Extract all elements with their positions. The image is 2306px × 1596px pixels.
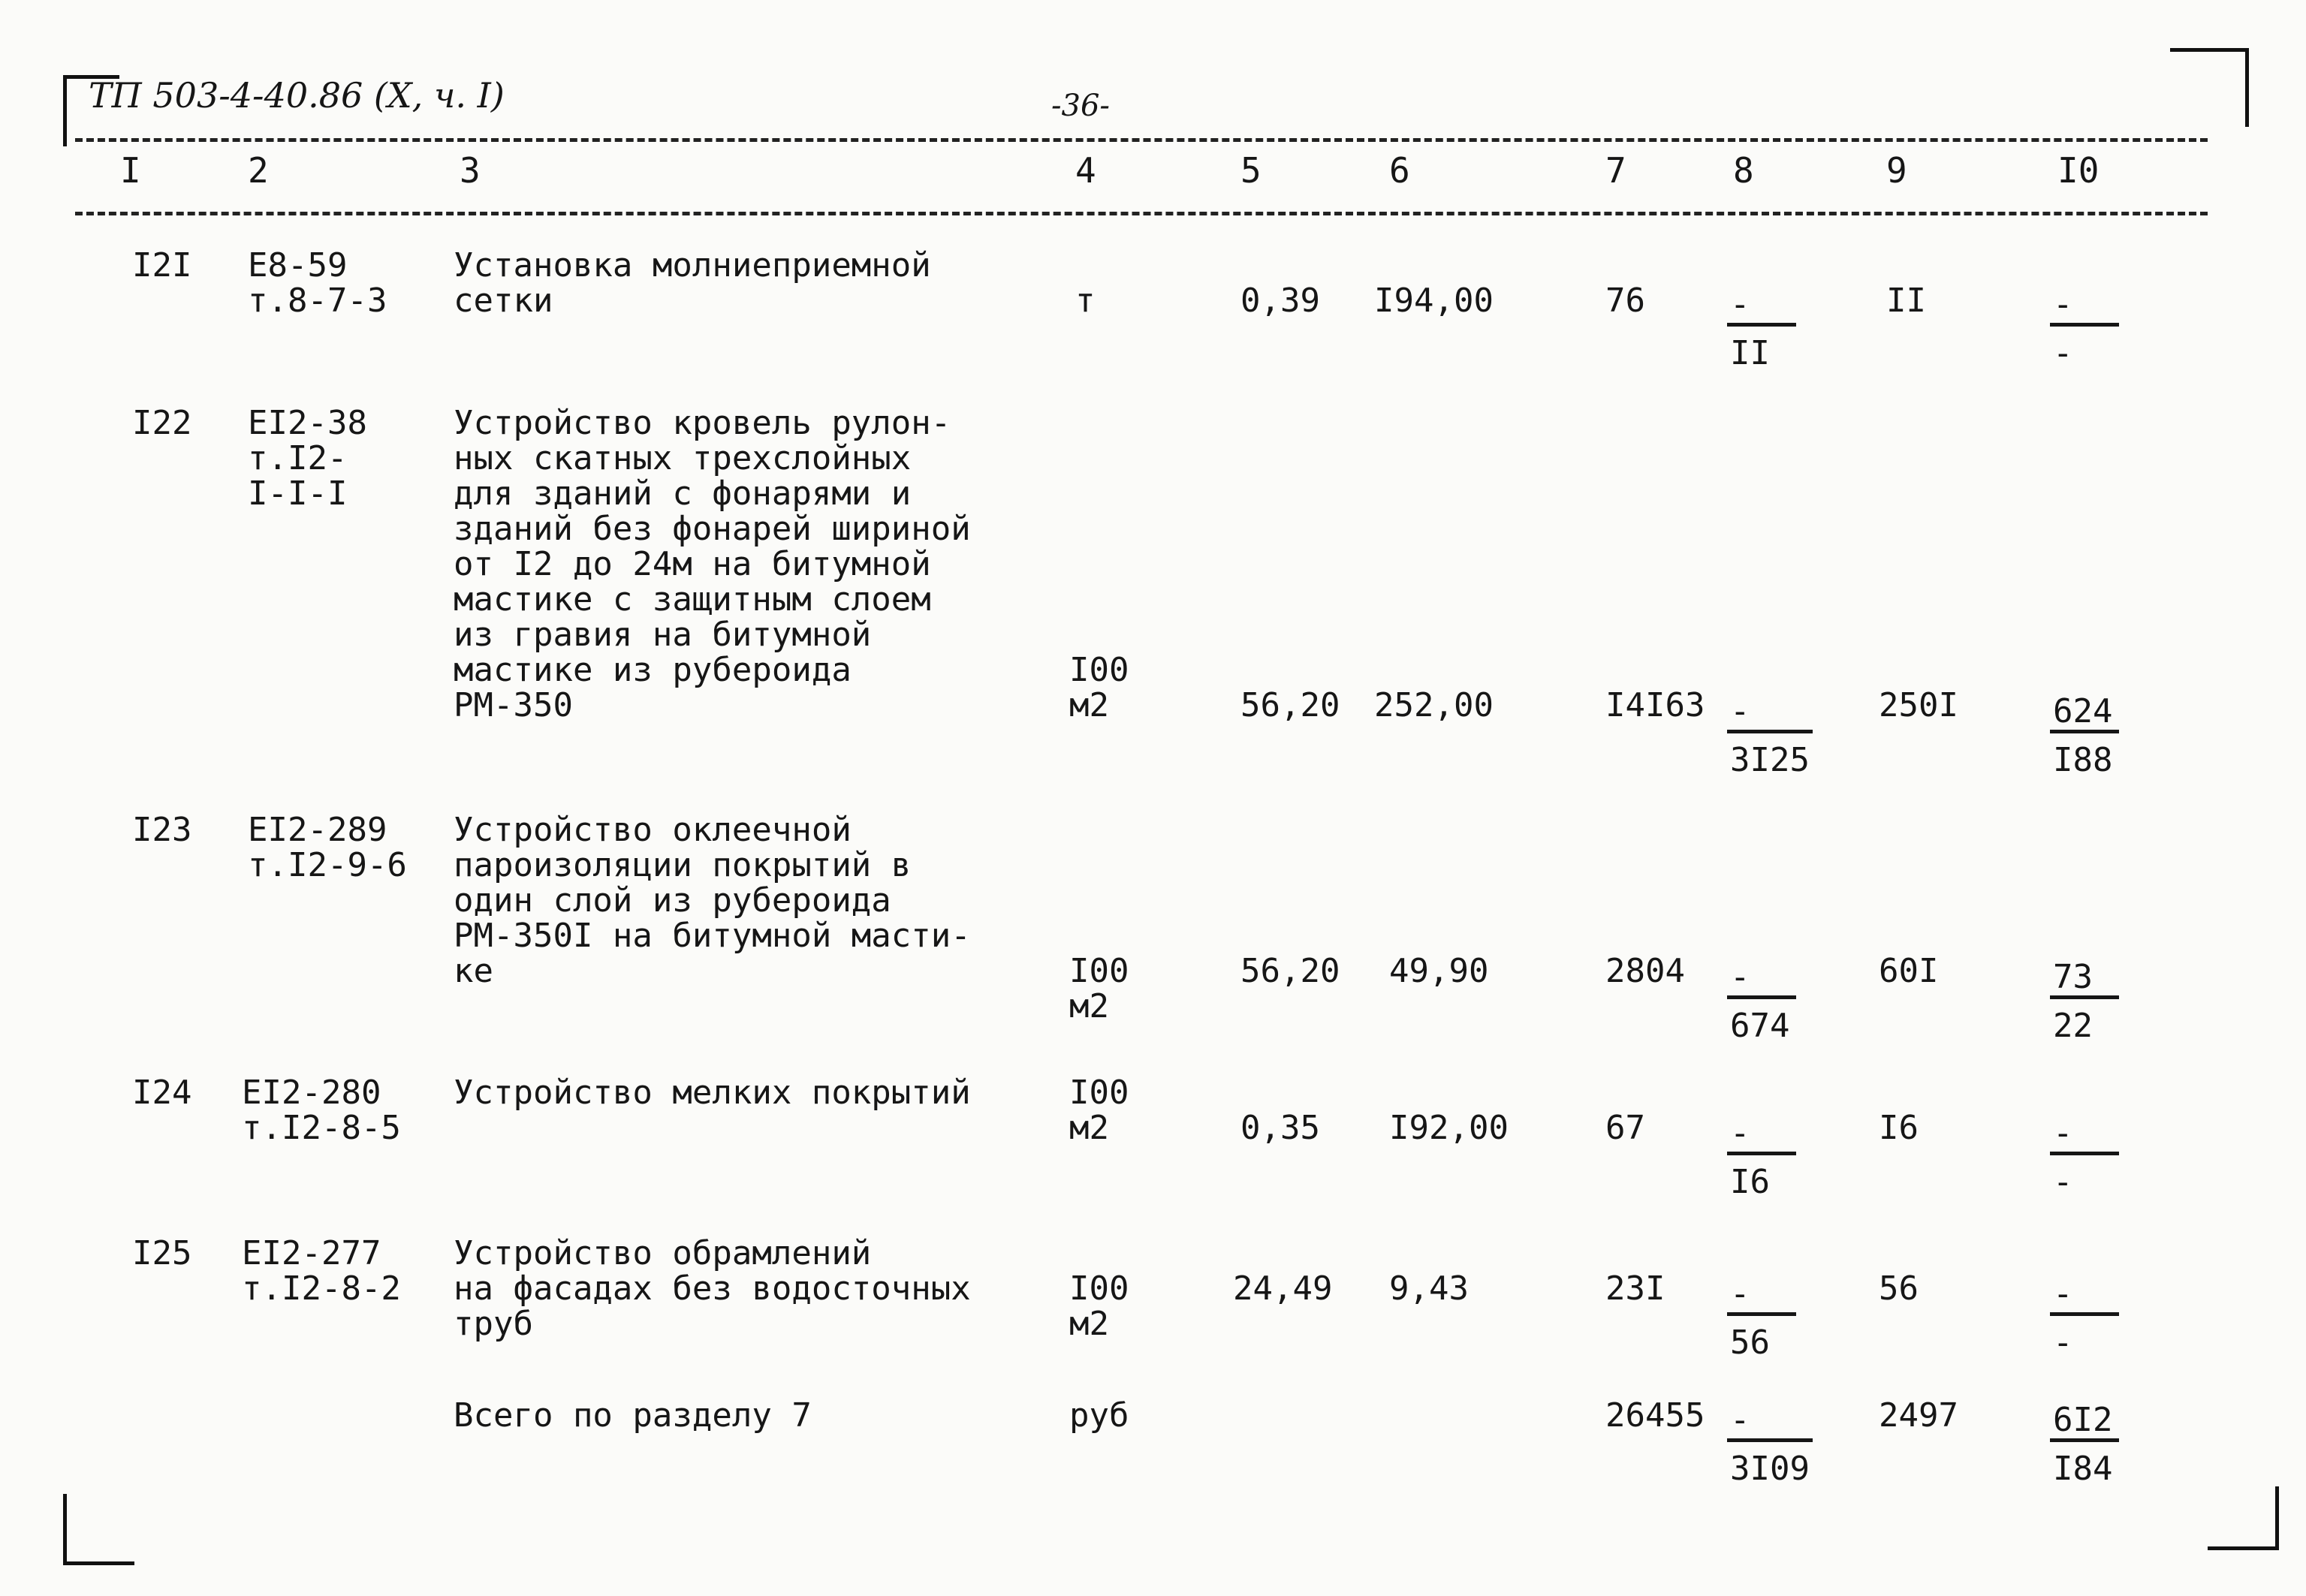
col9-value: 60I xyxy=(1879,952,1939,990)
quantity: 56,20 xyxy=(1240,686,1340,724)
header-bottom-rule xyxy=(75,212,2208,215)
col8-fraction xyxy=(1727,1114,1796,1201)
col10-top: 73 xyxy=(2050,958,2119,999)
page-number: -36- xyxy=(1051,89,1110,123)
unit: м2 xyxy=(1069,1305,1109,1343)
section-total-unit: руб xyxy=(1069,1396,1129,1435)
total-cost: 23I xyxy=(1605,1269,1665,1308)
column-header-3: 3 xyxy=(460,150,481,191)
document-code: ТП 503-4-40.86 (Х, ч. I) xyxy=(89,75,505,116)
unit: I00 xyxy=(1069,952,1129,990)
col10-fraction xyxy=(2050,1114,2119,1201)
unit: I00 xyxy=(1069,1074,1129,1112)
work-description: Устройство кровель рулон- xyxy=(454,404,951,442)
col9-value: 250I xyxy=(1879,686,1958,724)
row-number: I24 xyxy=(132,1074,192,1112)
column-header-1: I xyxy=(120,150,141,191)
header-top-rule xyxy=(75,138,2208,142)
section-col9-value: 2497 xyxy=(1879,1396,1958,1435)
work-description: ке xyxy=(454,952,493,990)
work-description: Устройство мелких покрытий xyxy=(454,1074,971,1112)
col10-bottom: - xyxy=(2053,1163,2073,1201)
corner-mark-top-right xyxy=(2170,48,2249,127)
work-description: из гравия на битумной xyxy=(454,616,872,654)
col10-top: 6I2 xyxy=(2050,1401,2119,1442)
row-number: I2I xyxy=(132,246,192,285)
col8-top: - xyxy=(1727,1114,1796,1155)
column-header-7: 7 xyxy=(1605,150,1626,191)
col9-value: I6 xyxy=(1879,1109,1919,1147)
col8-fraction xyxy=(1727,1275,1796,1362)
col8-top: - xyxy=(1727,958,1796,999)
column-header-2: 2 xyxy=(248,150,269,191)
column-header-8: 8 xyxy=(1733,150,1754,191)
rate-code: т.I2- xyxy=(248,439,348,477)
work-description: Установка молниеприемной xyxy=(454,246,931,285)
work-description: РМ-350 xyxy=(454,686,573,724)
col10-bottom: I88 xyxy=(2053,741,2113,779)
col8-bottom: 56 xyxy=(1730,1323,1770,1362)
work-description: мастике из рубероида xyxy=(454,651,852,689)
column-header-10: I0 xyxy=(2057,150,2100,191)
section-total-cost: 26455 xyxy=(1605,1396,1705,1435)
col10-bottom: - xyxy=(2053,334,2073,372)
corner-mark-bottom-right xyxy=(2208,1486,2279,1550)
col8-bottom: 3I25 xyxy=(1730,741,1810,779)
col8-fraction xyxy=(1727,692,1813,779)
rate-code: т.I2-9-6 xyxy=(248,846,407,884)
col10-top: - xyxy=(2050,1275,2119,1316)
col8-top: - xyxy=(1727,1275,1796,1316)
work-description: зданий без фонарей шириной xyxy=(454,510,971,548)
col9-value: 56 xyxy=(1879,1269,1919,1308)
rate-code: EI2-280 xyxy=(242,1074,381,1112)
work-description: сетки xyxy=(454,282,553,320)
rate-code: EI2-38 xyxy=(248,404,367,442)
col8-bottom: I6 xyxy=(1730,1163,1770,1201)
unit: I00 xyxy=(1069,651,1129,689)
corner-mark-bottom-left xyxy=(63,1494,134,1565)
col10-top: - xyxy=(2050,285,2119,327)
quantity: 0,39 xyxy=(1240,282,1320,320)
col8-fraction xyxy=(1727,958,1796,1045)
unit: I00 xyxy=(1069,1269,1129,1308)
row-number: I25 xyxy=(132,1234,192,1272)
unit-price: I94,00 xyxy=(1374,282,1494,320)
column-header-9: 9 xyxy=(1886,150,1907,191)
row-number: I23 xyxy=(132,811,192,849)
work-description: мастике с защитным слоем xyxy=(454,580,931,619)
unit-price: 9,43 xyxy=(1389,1269,1469,1308)
unit-price: I92,00 xyxy=(1389,1109,1509,1147)
work-description: для зданий с фонарями и xyxy=(454,474,912,513)
unit: т xyxy=(1075,282,1096,320)
unit: м2 xyxy=(1069,987,1109,1025)
row-number: I22 xyxy=(132,404,192,442)
rate-code: I-I-I xyxy=(248,474,348,513)
work-description: на фасадах без водосточных xyxy=(454,1269,971,1308)
section-total-label: Всего по разделу 7 xyxy=(454,1396,812,1435)
total-cost: 76 xyxy=(1605,282,1645,320)
quantity: 24,49 xyxy=(1233,1269,1333,1308)
work-description: от I2 до 24м на битумной xyxy=(454,545,931,583)
col10-top: - xyxy=(2050,1114,2119,1155)
column-header-6: 6 xyxy=(1389,150,1410,191)
col8-top: - xyxy=(1727,1401,1813,1442)
col10-fraction xyxy=(2050,1275,2119,1362)
section-col8-fraction xyxy=(1727,1401,1813,1488)
quantity: 0,35 xyxy=(1240,1109,1320,1147)
col10-fraction xyxy=(2050,285,2119,372)
col8-bottom: II xyxy=(1730,334,1770,372)
unit: м2 xyxy=(1069,1109,1109,1147)
work-description: РМ-350I на битумной масти- xyxy=(454,917,971,955)
col10-bottom: - xyxy=(2053,1323,2073,1362)
work-description: Устройство оклеечной xyxy=(454,811,852,849)
total-cost: 67 xyxy=(1605,1109,1645,1147)
col8-top: - xyxy=(1727,285,1796,327)
rate-code: т.I2-8-2 xyxy=(242,1269,401,1308)
column-header-4: 4 xyxy=(1075,150,1096,191)
col10-bottom: I84 xyxy=(2053,1450,2113,1488)
col9-value: II xyxy=(1886,282,1926,320)
col8-fraction xyxy=(1727,285,1796,372)
work-description: пароизоляции покрытий в xyxy=(454,846,912,884)
unit-price: 49,90 xyxy=(1389,952,1489,990)
col8-bottom: 674 xyxy=(1730,1007,1790,1045)
col8-bottom: 3I09 xyxy=(1730,1450,1810,1488)
column-header-5: 5 xyxy=(1240,150,1262,191)
col10-fraction xyxy=(2050,958,2119,1045)
total-cost: 2804 xyxy=(1605,952,1685,990)
rate-code: EI2-289 xyxy=(248,811,387,849)
col10-top: 624 xyxy=(2050,692,2119,733)
col10-bottom: 22 xyxy=(2053,1007,2093,1045)
rate-code: EI2-277 xyxy=(242,1234,381,1272)
work-description: труб xyxy=(454,1305,533,1343)
col10-fraction xyxy=(2050,692,2119,779)
work-description: ных скатных трехслойных xyxy=(454,439,912,477)
rate-code: E8-59 xyxy=(248,246,348,285)
unit: м2 xyxy=(1069,686,1109,724)
section-col10-fraction xyxy=(2050,1401,2119,1488)
quantity: 56,20 xyxy=(1240,952,1340,990)
col8-top: - xyxy=(1727,692,1813,733)
work-description: Устройство обрамлений xyxy=(454,1234,872,1272)
unit-price: 252,00 xyxy=(1374,686,1494,724)
rate-code: т.I2-8-5 xyxy=(242,1109,401,1147)
work-description: один слой из рубероида xyxy=(454,881,891,920)
rate-code: т.8-7-3 xyxy=(248,282,387,320)
total-cost: I4I63 xyxy=(1605,686,1705,724)
